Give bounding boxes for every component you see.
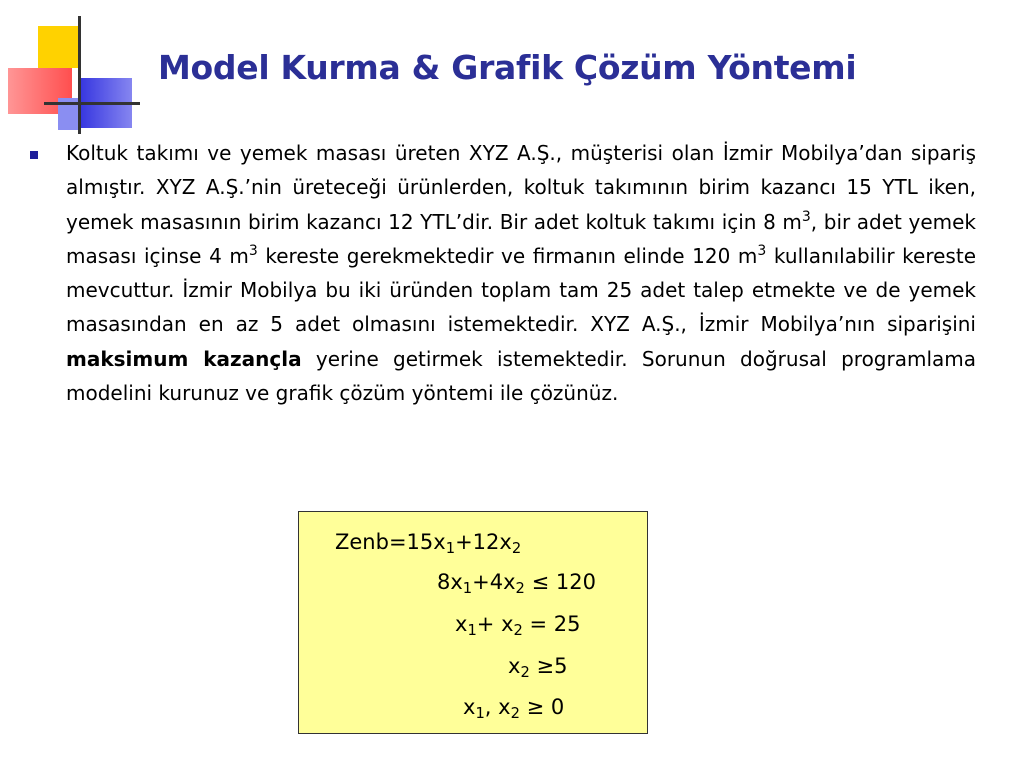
superscript: 3 bbox=[248, 243, 258, 260]
paragraph-text: kereste gerekmektedir ve firmanın elinde 120 m bbox=[257, 243, 758, 268]
constraint-total-demand: $x_1+ x_2 = 25$ bbox=[455, 612, 581, 640]
logo-yellow-square bbox=[38, 26, 78, 68]
constraint-min-tables: $x_2 \ge 5$ bbox=[508, 654, 568, 682]
logo-horizontal-line bbox=[44, 102, 140, 105]
decorative-logo bbox=[0, 0, 140, 140]
objective-function: $Zenb=15x_1+12x_2$ bbox=[335, 530, 522, 558]
problem-paragraph bbox=[66, 136, 976, 410]
paragraph-text: Koltuk takımı ve yemek masası üreten XYZ A.Ş., müşterisi olan İzmir Mobilya’dan sipariş almıştır. XYZ A.Ş.’nin üreteceği ürünlerden, koltuk takımının birim kazancı 15 YTL iken, yemek masasının birim kazancı 12 YTL’dir. Bir adet koltuk takımı için 8 m bbox=[66, 141, 976, 234]
bold-phrase: maksimum kazançla bbox=[66, 346, 302, 371]
constraint-nonnegativity: $x_1$, $x_2 \ge 0$ bbox=[463, 695, 565, 723]
constraint-wood: $8x_1+4x_2 \le 120$ bbox=[437, 570, 596, 598]
paragraph-text: yerine getirmek istemektedir. Sorunun doğrusal programlama modelini kurunuz ve grafik çözüm yöntemi ile çözünüz. bbox=[66, 346, 977, 406]
bullet-icon bbox=[30, 151, 38, 159]
superscript: 3 bbox=[801, 208, 811, 225]
lp-model-box bbox=[298, 511, 648, 734]
logo-vertical-line bbox=[78, 16, 81, 134]
paragraph-text: , bir adet yemek masası içinse 4 m bbox=[66, 209, 977, 268]
superscript: 3 bbox=[757, 243, 767, 260]
paragraph-text: kullanılabilir kereste mevcuttur. İzmir Mobilya bu iki üründen toplam tam 25 adet talep etmekte ve de yemek masasından en az 5 adet olmasını istemektedir. XYZ A.Ş., İzmir Mobilya’nın siparişini bbox=[66, 243, 976, 337]
slide-title: Model Kurma & Grafik Çözüm Yöntemi bbox=[158, 48, 857, 87]
